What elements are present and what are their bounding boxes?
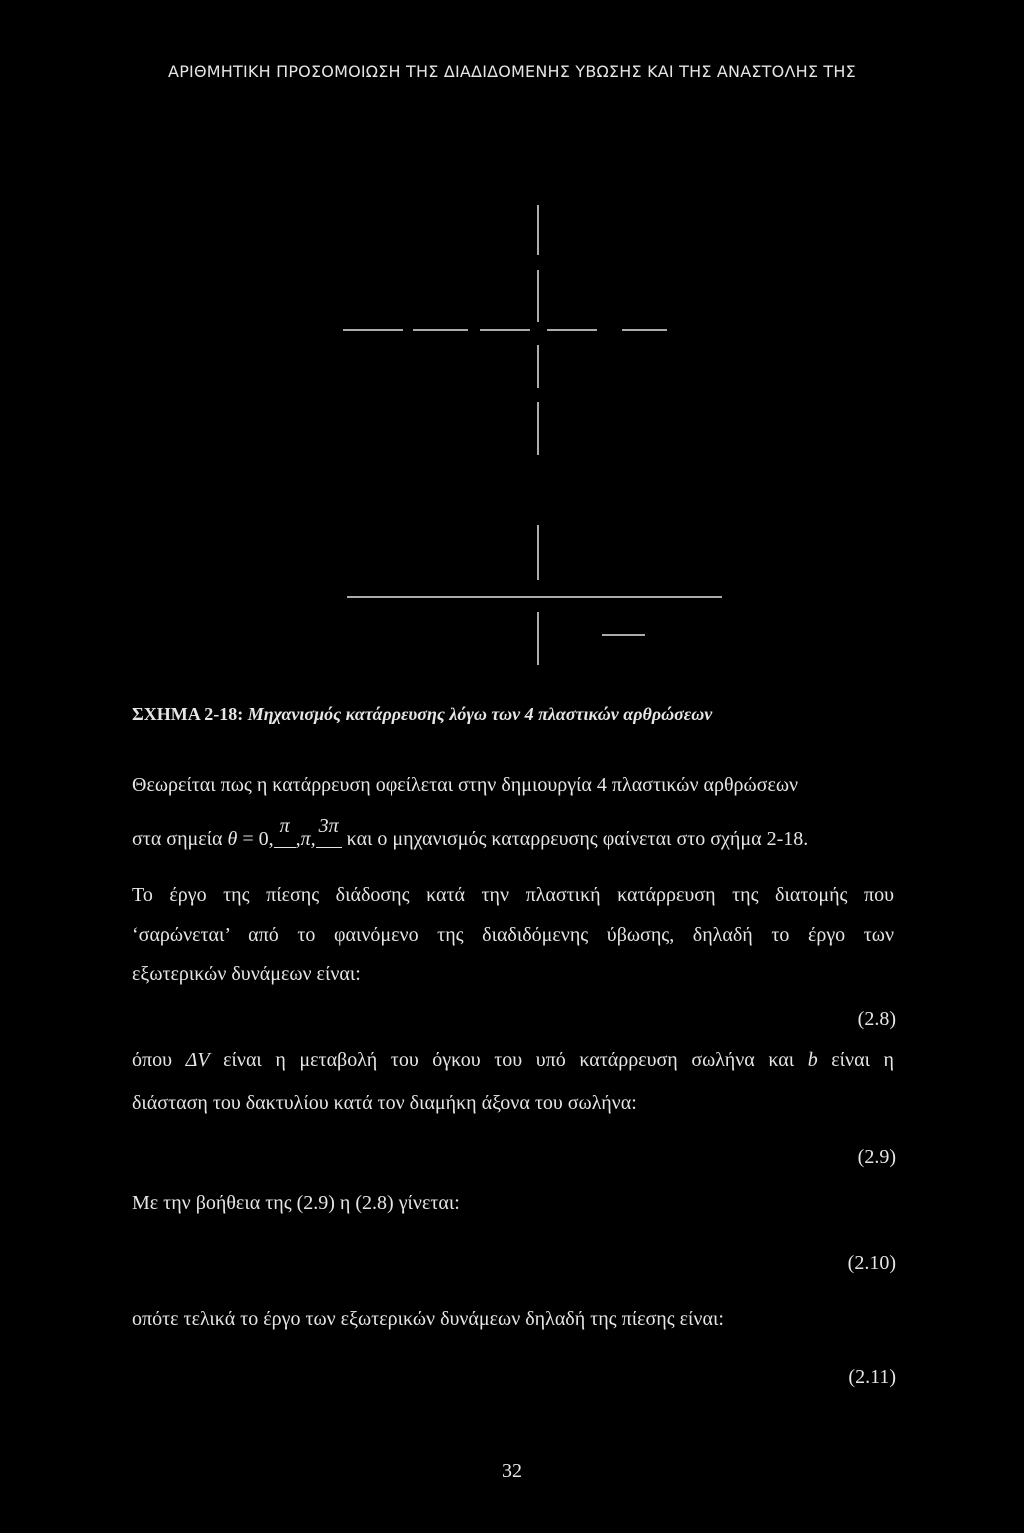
equation-number-2-11: (2.11) — [848, 1366, 896, 1388]
equation-number-2-8: (2.8) — [857, 1008, 896, 1030]
fraction-numerator: 3π — [318, 815, 339, 837]
fraction-bar — [274, 847, 296, 848]
pi-value: ,π, — [295, 828, 316, 850]
zero-value: 0, — [258, 828, 274, 850]
figure-label: ΣΧΗΜΑ 2-18: — [132, 704, 244, 724]
paragraph-4: Με την βοήθεια της (2.9) η (2.8) γίνεται: — [132, 1192, 460, 1214]
paragraph-3-line-1 — [132, 1049, 894, 1072]
theta-symbol: θ — [227, 828, 238, 850]
fraction-numerator: π — [279, 815, 290, 837]
paragraph-3-line-2: διάσταση του δακτυλίου κατά τον διαμήκη άξονα του σωλήνα: — [132, 1092, 637, 1114]
text-fragment: και ο μηχανισμός καταρρευσης φαίνεται στο σχήμα 2-18. — [346, 828, 809, 850]
equals-sign: = — [242, 828, 254, 850]
paragraph-2-line-2: ‘σαρώνεται’ από το φαινόμενο της διαδιδόμενης ύβωσης, δηλαδή το έργο των — [132, 924, 894, 946]
equation-number-2-10: (2.10) — [847, 1252, 896, 1274]
paragraph-1-line-2 — [132, 815, 809, 851]
equation-number-2-9: (2.9) — [857, 1146, 896, 1168]
text-fragment: όπου — [132, 1049, 172, 1071]
text-fragment: στα σημεία — [132, 828, 223, 850]
pi-over-fraction — [274, 815, 296, 848]
delta-v-symbol: ΔV — [185, 1049, 210, 1071]
text-fragment: είναι η — [831, 1049, 894, 1071]
text-fragment: είναι η μεταβολή του όγκου του υπό κατάρρευση σωλήνα και — [223, 1049, 795, 1071]
collapse-mechanism-figure — [0, 0, 1024, 700]
figure-caption-text: Μηχανισμός κατάρρευσης λόγω των 4 πλαστικών αρθρώσεων — [247, 704, 713, 724]
page-number: 32 — [502, 1460, 522, 1482]
three-pi-over-fraction — [316, 815, 342, 848]
running-header: ΑΡΙΘΜΗΤΙΚΗ ΠΡΟΣΟΜΟΙΩΣΗ ΤΗΣ ΔΙΑΔΙΔΟΜΕΝΗΣ ΥΒΩΣΗΣ ΚΑΙ ΤΗΣ ΑΝΑΣΤΟΛΗΣ ΤΗΣ — [168, 62, 856, 81]
paragraph-1-line-1: Θεωρείται πως η κατάρρευση οφείλεται στην δημιουργία 4 πλαστικών αρθρώσεων — [132, 774, 799, 796]
b-symbol: b — [807, 1049, 818, 1071]
paragraph-2-line-3: εξωτερικών δυνάμεων είναι: — [132, 963, 361, 985]
figure-caption — [132, 704, 712, 725]
fraction-bar — [316, 847, 342, 848]
paragraph-2-line-1: Το έργο της πίεσης διάδοσης κατά την πλαστική κατάρρευση της διατομής που — [132, 884, 894, 906]
paragraph-5: οπότε τελικά το έργο των εξωτερικών δυνάμεων δηλαδή της πίεσης είναι: — [132, 1308, 724, 1330]
